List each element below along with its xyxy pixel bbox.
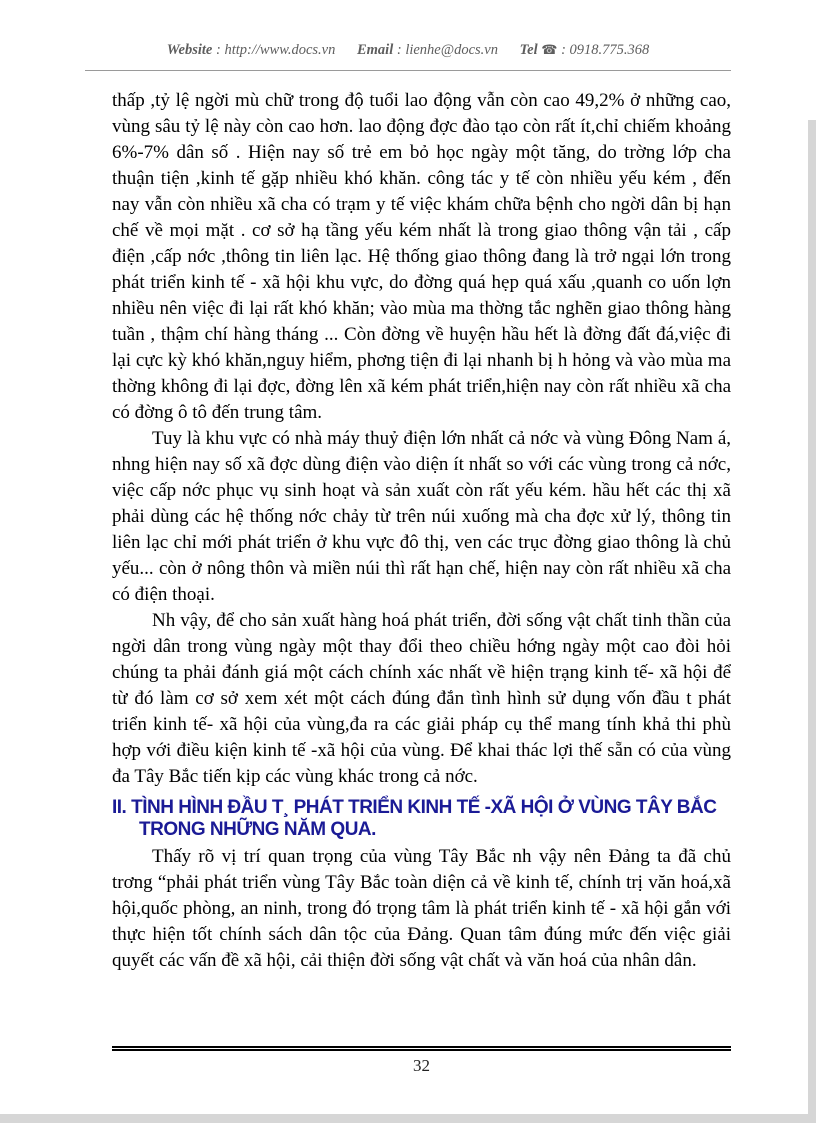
page-edge-shadow-right <box>808 120 816 1123</box>
document-body <box>112 88 731 974</box>
header-divider <box>85 70 731 71</box>
paragraph: Thấy rõ vị trí quan trọng của vùng Tây Bắc nh vậy nên Đảng ta đã chủ trơng “phải phát triển vùng Tây Bắc toàn diện cả về kinh tế, chính trị văn hoá,xã hội,quốc phòng, an ninh, trong đó trọng tâm là phát triển kinh tế - xã hội gắn với thực hiện tốt chính sách dân tộc của Đảng. Quan tâm đúng mức đến việc giải quyết các vấn đề xã hội, cải thiện đời sống vật chất và văn hoá của nhân dân. <box>112 846 731 971</box>
tel-label: Tel <box>519 42 538 58</box>
paragraph: Tuy là khu vực có nhà máy thuỷ điện lớn nhất cả nớc và vùng Đông Nam á, nhng hiện nay số xã đợc dùng điện vào diện ít nhất so với các vùng trong cả nớc, việc cấp nớc phục vụ sinh hoạt và sản xuất còn rất yếu kém. hầu hết các thị xã phải dùng các hệ thống nớc chảy từ trên núi xuống mà cha đợc xử lý, thông tin liên lạc chỉ mới phát triển ở khu vực đô thị, ven các trục đờng giao thông là chủ yếu... còn ở nông thôn và miền núi thì rất hạn chế, hiện nay còn rất nhiều xã cha có điện thoại. <box>112 428 731 605</box>
paragraph: thấp ,tỷ lệ ngời mù chữ trong độ tuổi lao động vẫn còn cao 49,2% ở những cao, vùng sâu tỷ lệ này còn cao hơn. lao động đợc đào tạo còn rất ít,chỉ chiếm khoảng 6%-7% dân số . Hiện nay số trẻ em bỏ học ngày một tăng, do trờng lớp cha thuận tiện ,kinh tế gặp nhiều khó khăn. công tác y tế còn nhiều yếu kém , đến nay vẫn còn nhiều xã cha có trạm y tế việc khám chữa bệnh cho ngời dân bị hạn chế về mọi mặt . cơ sở hạ tầng yếu kém nhất là trong giao thông vận tải , cấp điện ,cấp nớc ,thông tin liên lạc. Hệ thống giao thông đang là trở ngại lớn trong phát triển kinh tế - xã hội khu vực, do đờng quá hẹp quá xấu ,quanh co uốn lợn nhiều nên việc đi lại rất khó khăn; vào mùa ma thờng tắc nghẽn giao thông hàng tuần , thậm chí hàng tháng ... Còn đờng về huyện hầu hết là đờng đất đá,việc đi lại cực kỳ khó khăn,nguy hiểm, phơng tiện đi lại nhanh bị h hỏng và vào mùa ma thờng không đi lại đợc, đờng lên xã kém phát triển,hiện nay còn rất nhiều xã cha có đờng ô tô đến trung tâm. <box>112 90 731 423</box>
email-label: Email <box>356 42 394 58</box>
footer-divider <box>112 1046 731 1051</box>
page-edge-shadow-bottom <box>0 1114 816 1123</box>
website-value: : http://www.docs.vn <box>215 42 336 58</box>
section-heading-line2: TRONG NHỮNG NĂM QUA. <box>139 819 376 840</box>
paragraph: Nh vậy, để cho sản xuất hàng hoá phát triển, đời sống vật chất tinh thần của ngời dân trong vùng ngày một thay đổi theo chiều hớng ngày một cao đòi hỏi chúng ta phải đánh giá một cách chính xác nhất về hiện trạng kinh tế- xã hội để từ đó làm cơ sở xem xét một cách đúng đắn tình hình sử dụng vốn đầu t phát triển kinh tế- xã hội của vùng,đa ra các giải pháp cụ thể mang tính khả thi phù hợp với điều kiện kinh tế -xã hội của vùng. Để khai thác lợi thế sẵn có của vùng đa Tây Bắc tiến kịp các vùng khác trong cả nớc. <box>112 610 731 787</box>
page-number: 32 <box>413 1056 430 1075</box>
website-label: Website <box>166 42 213 58</box>
phone-icon: ☎ <box>541 42 558 57</box>
page-header <box>85 42 731 59</box>
section-heading-line1: II. TÌNH HÌNH ĐẦU T¸ PHÁT TRIỂN KINH TẾ -XÃ HỘI Ở VÙNG TÂY BẮC <box>112 797 717 818</box>
email-value: : lienhe@docs.vn <box>396 42 498 58</box>
tel-value: : 0918.775.368 <box>561 42 650 58</box>
section-heading <box>112 797 731 841</box>
